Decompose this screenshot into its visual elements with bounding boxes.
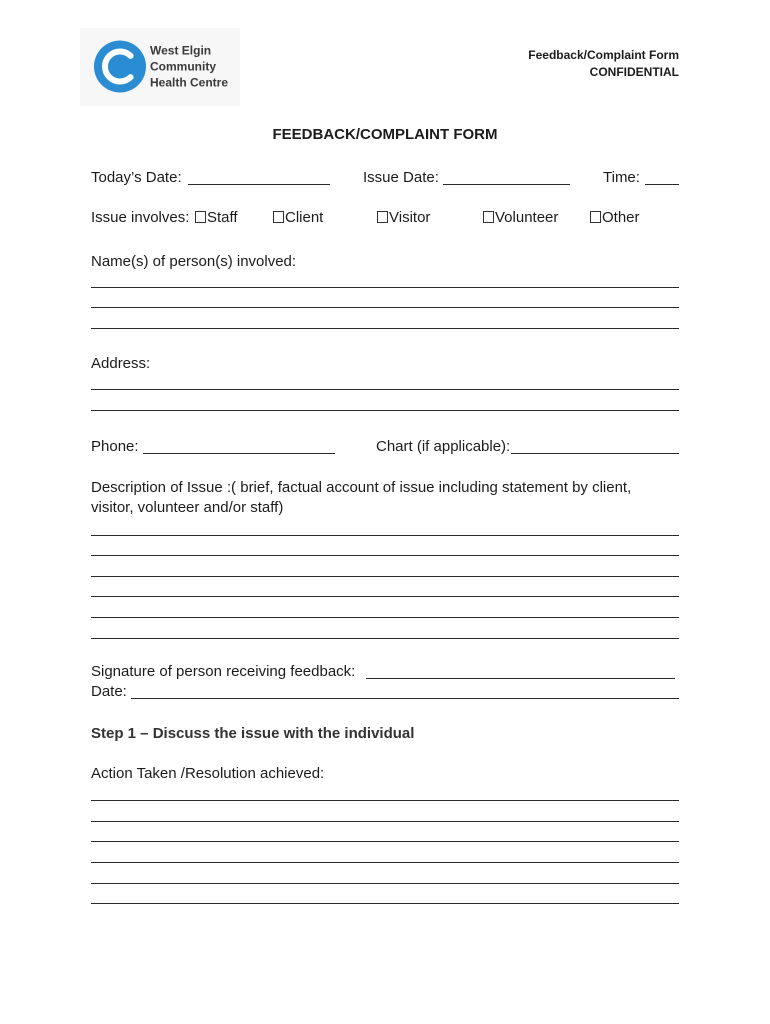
address-row <box>0 354 770 374</box>
names-involved-line-2[interactable] <box>91 291 679 308</box>
phone-label: Phone: <box>91 438 139 455</box>
description-label-line-2 <box>0 498 770 518</box>
action-taken-line-4[interactable] <box>91 846 679 863</box>
chart-field[interactable] <box>511 437 679 454</box>
description-label-line-1 <box>0 478 770 498</box>
description-line-2[interactable] <box>91 539 679 556</box>
issue-date-label: Issue Date: <box>363 169 439 186</box>
chart-label: Chart (if applicable): <box>376 438 511 455</box>
volunteer-checkbox[interactable] <box>483 211 494 223</box>
date-field[interactable] <box>131 682 679 699</box>
address-line-1[interactable] <box>91 373 679 390</box>
names-involved-label: Name(s) of person(s) involved: <box>91 253 297 270</box>
logo-line-3: Health Centre <box>150 75 229 90</box>
action-taken-line-2[interactable] <box>91 805 679 822</box>
action-taken-row <box>0 764 770 784</box>
action-taken-line-6[interactable] <box>91 887 679 904</box>
option-other <box>590 208 640 228</box>
description-line-6[interactable] <box>91 622 679 639</box>
names-involved-line-1[interactable] <box>91 271 679 288</box>
header-form-name: Feedback/Complaint Form <box>528 48 679 62</box>
header-confidential: CONFIDENTIAL <box>589 65 679 79</box>
signature-label: Signature of person receiving feedback: <box>91 663 356 680</box>
issue-involves-label: Issue involves: <box>91 209 190 226</box>
action-taken-label: Action Taken /Resolution achieved: <box>91 765 325 782</box>
logo-line-1: West Elgin <box>150 43 212 58</box>
option-volunteer <box>483 208 558 228</box>
description-line-1[interactable] <box>91 519 679 536</box>
phone-chart-row <box>0 437 770 457</box>
names-involved-line-3[interactable] <box>91 312 679 329</box>
description-line-5[interactable] <box>91 601 679 618</box>
description-line-4[interactable] <box>91 580 679 597</box>
option-staff <box>195 208 238 228</box>
action-taken-line-1[interactable] <box>91 784 679 801</box>
todays-date-label: Today’s Date: <box>91 169 182 186</box>
step-1-heading: Step 1 – Discuss the issue with the individual <box>91 725 415 742</box>
other-label: Other <box>602 209 640 226</box>
issue-involves-row <box>0 208 770 228</box>
step-1-row <box>0 724 770 744</box>
client-label: Client <box>285 209 324 226</box>
date-row <box>0 682 770 702</box>
phone-field[interactable] <box>143 437 335 454</box>
time-field[interactable] <box>645 168 679 185</box>
volunteer-label: Volunteer <box>495 209 559 226</box>
action-taken-line-3[interactable] <box>91 825 679 842</box>
logo-line-2: Community <box>150 59 216 74</box>
option-visitor <box>377 208 430 228</box>
dates-row <box>0 168 770 188</box>
other-checkbox[interactable] <box>590 211 601 223</box>
address-line-2[interactable] <box>91 394 679 411</box>
description-label-text-1: Description of Issue :( brief, factual account of issue including statement by client, <box>91 479 632 496</box>
staff-label: Staff <box>207 209 238 226</box>
visitor-label: Visitor <box>389 209 431 226</box>
page-title: FEEDBACK/COMPLAINT FORM <box>272 126 498 143</box>
time-label: Time: <box>603 169 640 186</box>
staff-checkbox[interactable] <box>195 211 206 223</box>
action-taken-line-5[interactable] <box>91 867 679 884</box>
option-client <box>273 208 323 228</box>
address-label: Address: <box>91 355 151 372</box>
date-label: Date: <box>91 683 127 700</box>
signature-field[interactable] <box>366 662 675 679</box>
signature-row <box>0 662 770 682</box>
issue-date-field[interactable] <box>443 168 570 185</box>
names-involved-row <box>0 252 770 272</box>
visitor-checkbox[interactable] <box>377 211 388 223</box>
client-checkbox[interactable] <box>273 211 284 223</box>
description-label-text-2: visitor, volunteer and/or staff) <box>91 499 284 516</box>
todays-date-field[interactable] <box>188 168 330 185</box>
description-line-3[interactable] <box>91 560 679 577</box>
